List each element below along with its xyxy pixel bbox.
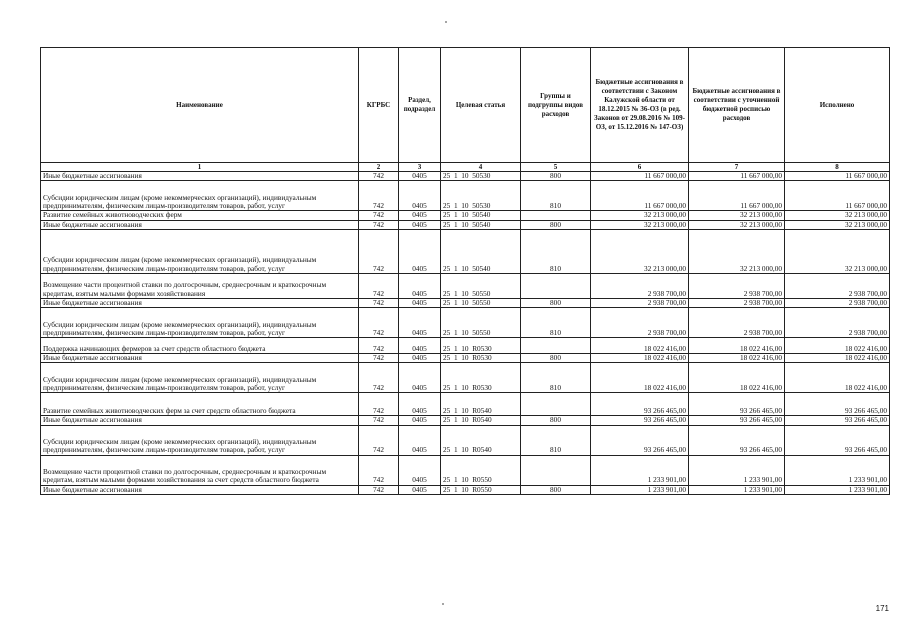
scan-speck <box>445 21 447 23</box>
row-executed: 93 266 465,00 <box>785 416 890 425</box>
row-target: 25 1 10 R0530 <box>441 363 521 393</box>
row-group: 800 <box>521 354 591 363</box>
col-header-kgrbs: КГРБС <box>359 48 399 163</box>
col-header-executed: Исполнено <box>785 48 890 163</box>
scan-speck <box>442 603 444 605</box>
row-section: 0405 <box>399 229 441 273</box>
row-group: 800 <box>521 416 591 425</box>
row-executed: 11 667 000,00 <box>785 172 890 181</box>
row-target: 25 1 10 R0540 <box>441 425 521 455</box>
row-alloc-refined: 18 022 416,00 <box>689 338 785 354</box>
row-kgrbs: 742 <box>359 393 399 416</box>
row-name: Возмещение части процентной ставки по долгосрочным, среднесрочным и краткосрочным кредитам, взятым малыми формами хозяйствования <box>41 273 359 298</box>
budget-table <box>40 47 890 495</box>
table-row <box>41 220 890 229</box>
row-group: 810 <box>521 181 591 211</box>
row-kgrbs: 742 <box>359 425 399 455</box>
row-alloc-refined: 18 022 416,00 <box>689 363 785 393</box>
column-number-row <box>41 163 890 172</box>
table-row <box>41 273 890 298</box>
col-number: 3 <box>399 163 441 172</box>
row-name: Иные бюджетные ассигнования <box>41 172 359 181</box>
row-executed: 11 667 000,00 <box>785 181 890 211</box>
row-target: 25 1 10 50540 <box>441 211 521 220</box>
row-alloc-refined: 11 667 000,00 <box>689 181 785 211</box>
row-alloc-law: 93 266 465,00 <box>591 425 689 455</box>
row-executed: 32 213 000,00 <box>785 211 890 220</box>
table-row <box>41 455 890 485</box>
row-alloc-law: 11 667 000,00 <box>591 181 689 211</box>
row-group <box>521 455 591 485</box>
col-header-alloc-law: Бюджетные ассигнования в соответствии с Законом Калужской области от 18.12.2015 № 36-ОЗ (в ред. Законов от 29.08.2016 № 109-ОЗ, от 15.12.2016 № 147-ОЗ) <box>591 48 689 163</box>
table-row <box>41 229 890 273</box>
col-number: 5 <box>521 163 591 172</box>
row-kgrbs: 742 <box>359 172 399 181</box>
col-number: 6 <box>591 163 689 172</box>
table-row <box>41 363 890 393</box>
row-name: Субсидии юридическим лицам (кроме некоммерческих организаций), индивидуальным предпринимателям, физическим лицам-производителям товаров, работ, услуг <box>41 425 359 455</box>
row-group <box>521 273 591 298</box>
row-alloc-law: 18 022 416,00 <box>591 363 689 393</box>
row-target: 25 1 10 50550 <box>441 298 521 307</box>
row-section: 0405 <box>399 393 441 416</box>
row-target: 25 1 10 R0540 <box>441 393 521 416</box>
row-target: 25 1 10 R0530 <box>441 354 521 363</box>
table-row <box>41 425 890 455</box>
row-kgrbs: 742 <box>359 455 399 485</box>
table-row <box>41 416 890 425</box>
row-section: 0405 <box>399 172 441 181</box>
row-section: 0405 <box>399 298 441 307</box>
row-kgrbs: 742 <box>359 181 399 211</box>
row-name: Поддержка начинающих фермеров за счет средств областного бюджета <box>41 338 359 354</box>
col-number: 4 <box>441 163 521 172</box>
row-target: 25 1 10 50550 <box>441 308 521 338</box>
row-alloc-law: 93 266 465,00 <box>591 416 689 425</box>
row-name: Развитие семейных животноводческих ферм за счет средств областного бюджета <box>41 393 359 416</box>
row-section: 0405 <box>399 211 441 220</box>
row-name: Развитие семейных животноводческих ферм <box>41 211 359 220</box>
row-alloc-law: 18 022 416,00 <box>591 338 689 354</box>
row-target: 25 1 10 50530 <box>441 172 521 181</box>
row-kgrbs: 742 <box>359 485 399 494</box>
row-executed: 93 266 465,00 <box>785 393 890 416</box>
row-name: Возмещение части процентной ставки по долгосрочным, среднесрочным и краткосрочным кредитам, взятым малыми формами хозяйствования за счет средств областного бюджета <box>41 455 359 485</box>
table-row <box>41 308 890 338</box>
row-alloc-law: 1 233 901,00 <box>591 455 689 485</box>
row-section: 0405 <box>399 416 441 425</box>
row-group: 810 <box>521 229 591 273</box>
row-group <box>521 338 591 354</box>
row-alloc-law: 1 233 901,00 <box>591 485 689 494</box>
row-name: Иные бюджетные ассигнования <box>41 416 359 425</box>
row-section: 0405 <box>399 220 441 229</box>
row-executed: 2 938 700,00 <box>785 273 890 298</box>
row-executed: 32 213 000,00 <box>785 229 890 273</box>
row-executed: 1 233 901,00 <box>785 455 890 485</box>
row-target: 25 1 10 50540 <box>441 229 521 273</box>
row-section: 0405 <box>399 308 441 338</box>
row-kgrbs: 742 <box>359 220 399 229</box>
row-section: 0405 <box>399 485 441 494</box>
row-alloc-refined: 11 667 000,00 <box>689 172 785 181</box>
row-alloc-law: 32 213 000,00 <box>591 229 689 273</box>
row-alloc-law: 2 938 700,00 <box>591 298 689 307</box>
col-header-target: Целевая статья <box>441 48 521 163</box>
row-name: Субсидии юридическим лицам (кроме некоммерческих организаций), индивидуальным предпринимателям, физическим лицам-производителям товаров, работ, услуг <box>41 229 359 273</box>
row-section: 0405 <box>399 455 441 485</box>
row-alloc-law: 32 213 000,00 <box>591 220 689 229</box>
row-executed: 18 022 416,00 <box>785 338 890 354</box>
row-target: 25 1 10 R0550 <box>441 485 521 494</box>
row-target: 25 1 10 R0540 <box>441 416 521 425</box>
row-alloc-law: 2 938 700,00 <box>591 273 689 298</box>
row-group: 800 <box>521 485 591 494</box>
row-kgrbs: 742 <box>359 229 399 273</box>
table-row <box>41 485 890 494</box>
row-alloc-refined: 93 266 465,00 <box>689 425 785 455</box>
row-alloc-law: 11 667 000,00 <box>591 172 689 181</box>
row-alloc-law: 32 213 000,00 <box>591 211 689 220</box>
row-target: 25 1 10 50530 <box>441 181 521 211</box>
row-kgrbs: 742 <box>359 338 399 354</box>
row-executed: 32 213 000,00 <box>785 220 890 229</box>
row-section: 0405 <box>399 425 441 455</box>
col-header-groups: Группы и подгруппы видов расходов <box>521 48 591 163</box>
row-name: Субсидии юридическим лицам (кроме некоммерческих организаций), индивидуальным предпринимателям, физическим лицам-производителям товаров, работ, услуг <box>41 363 359 393</box>
page-number: 171 <box>875 604 889 613</box>
row-target: 25 1 10 R0550 <box>441 455 521 485</box>
row-alloc-refined: 32 213 000,00 <box>689 220 785 229</box>
row-alloc-refined: 32 213 000,00 <box>689 211 785 220</box>
row-name: Субсидии юридическим лицам (кроме некоммерческих организаций), индивидуальным предпринимателям, физическим лицам-производителям товаров, работ, услуг <box>41 181 359 211</box>
col-number: 2 <box>359 163 399 172</box>
row-alloc-refined: 18 022 416,00 <box>689 354 785 363</box>
row-section: 0405 <box>399 181 441 211</box>
table-row <box>41 338 890 354</box>
row-group: 800 <box>521 220 591 229</box>
row-group: 800 <box>521 298 591 307</box>
col-number: 7 <box>689 163 785 172</box>
row-group: 810 <box>521 308 591 338</box>
row-alloc-refined: 2 938 700,00 <box>689 298 785 307</box>
row-alloc-refined: 2 938 700,00 <box>689 273 785 298</box>
row-alloc-law: 93 266 465,00 <box>591 393 689 416</box>
row-executed: 18 022 416,00 <box>785 354 890 363</box>
row-group <box>521 393 591 416</box>
row-executed: 1 233 901,00 <box>785 485 890 494</box>
row-alloc-refined: 1 233 901,00 <box>689 455 785 485</box>
row-section: 0405 <box>399 363 441 393</box>
table-row <box>41 211 890 220</box>
table-row <box>41 393 890 416</box>
row-kgrbs: 742 <box>359 363 399 393</box>
row-group: 810 <box>521 363 591 393</box>
col-header-section: Раздел, подраздел <box>399 48 441 163</box>
row-kgrbs: 742 <box>359 416 399 425</box>
row-executed: 18 022 416,00 <box>785 363 890 393</box>
row-alloc-law: 2 938 700,00 <box>591 308 689 338</box>
row-name: Иные бюджетные ассигнования <box>41 485 359 494</box>
row-kgrbs: 742 <box>359 298 399 307</box>
row-alloc-refined: 32 213 000,00 <box>689 229 785 273</box>
row-kgrbs: 742 <box>359 308 399 338</box>
col-header-alloc-refined: Бюджетные ассигнования в соответствии с уточненной бюджетной росписью расходов <box>689 48 785 163</box>
row-alloc-refined: 2 938 700,00 <box>689 308 785 338</box>
table-row <box>41 172 890 181</box>
row-section: 0405 <box>399 354 441 363</box>
row-alloc-refined: 93 266 465,00 <box>689 416 785 425</box>
table-row <box>41 354 890 363</box>
row-name: Субсидии юридическим лицам (кроме некоммерческих организаций), индивидуальным предпринимателям, физическим лицам-производителям товаров, работ, услуг <box>41 308 359 338</box>
row-name: Иные бюджетные ассигнования <box>41 220 359 229</box>
row-alloc-law: 18 022 416,00 <box>591 354 689 363</box>
row-executed: 2 938 700,00 <box>785 298 890 307</box>
row-name: Иные бюджетные ассигнования <box>41 298 359 307</box>
row-target: 25 1 10 50540 <box>441 220 521 229</box>
table-row <box>41 181 890 211</box>
row-executed: 93 266 465,00 <box>785 425 890 455</box>
row-kgrbs: 742 <box>359 354 399 363</box>
row-target: 25 1 10 R0530 <box>441 338 521 354</box>
row-kgrbs: 742 <box>359 211 399 220</box>
row-group: 800 <box>521 172 591 181</box>
row-alloc-refined: 93 266 465,00 <box>689 393 785 416</box>
col-number: 8 <box>785 163 890 172</box>
row-target: 25 1 10 50550 <box>441 273 521 298</box>
col-number: 1 <box>41 163 359 172</box>
row-kgrbs: 742 <box>359 273 399 298</box>
row-group <box>521 211 591 220</box>
row-executed: 2 938 700,00 <box>785 308 890 338</box>
row-section: 0405 <box>399 273 441 298</box>
header-row <box>41 48 890 163</box>
row-group: 810 <box>521 425 591 455</box>
row-alloc-refined: 1 233 901,00 <box>689 485 785 494</box>
table-row <box>41 298 890 307</box>
row-section: 0405 <box>399 338 441 354</box>
col-header-name: Наименование <box>41 48 359 163</box>
row-name: Иные бюджетные ассигнования <box>41 354 359 363</box>
